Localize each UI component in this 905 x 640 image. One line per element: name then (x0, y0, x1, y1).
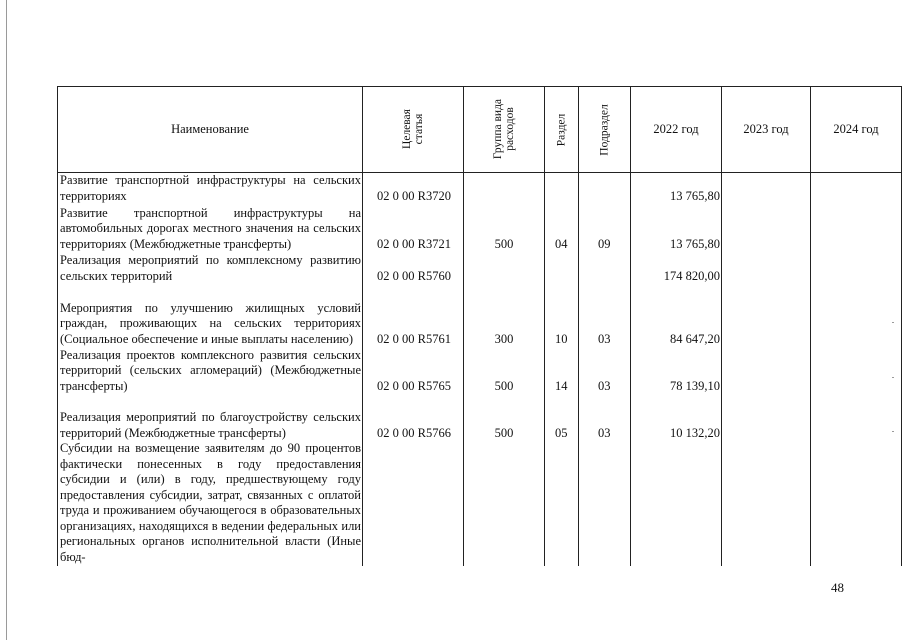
row-name: Развитие транспортной инфраструктуры на автомобильных дорогах местного значения на сельских территориях (Межбюджетные трансферты) (58, 204, 363, 252)
row-subsection: 03 (578, 347, 630, 394)
header-2023-label: 2023 год (743, 121, 789, 136)
row-code: 02 0 00 R5765 (363, 347, 464, 394)
header-target (363, 87, 464, 173)
row-name: Субсидии на возмещение заявителям до 90 процентов фактически понесенных в году предоставления субсидии и (или) в году, предшествующему году предоставления субсидии, затрат, связанных с оплатой труда и проживанием обучающегося в образовательных организациях, находящихся в ведении федеральных или региональных органов исполнительной власти (Иные бюд- (58, 441, 363, 566)
table-row (58, 204, 902, 252)
row-value-2022: 13 765,80 (631, 204, 722, 252)
row-group (464, 252, 545, 284)
table-row (58, 173, 902, 205)
row-value-2023 (722, 441, 811, 566)
row-value-2023 (722, 173, 811, 205)
table-header-row (58, 87, 902, 173)
row-code: 02 0 00 R5761 (363, 284, 464, 347)
row-value-2023 (722, 347, 811, 394)
row-group: 300 (464, 284, 545, 347)
row-value-2024 (811, 284, 902, 347)
row-value-2023 (722, 252, 811, 284)
row-value-2022: 13 765,80 (631, 173, 722, 205)
row-subsection: 03 (578, 284, 630, 347)
header-target-label: Целевая статья (401, 108, 425, 149)
header-2022 (631, 87, 722, 173)
row-value-2023 (722, 394, 811, 441)
row-section (545, 252, 579, 284)
header-group-label: Группа вида расходов (492, 98, 516, 159)
row-name: Мероприятия по улучшению жилищных условий граждан, проживающих на сельских территориях (Социальное обеспечение и иные выплаты населению) (58, 284, 363, 347)
row-value-2022 (631, 441, 722, 566)
header-subsection (578, 87, 630, 173)
row-code: 02 0 00 R5766 (363, 394, 464, 441)
header-group (464, 87, 545, 173)
row-value-2024 (811, 347, 902, 394)
row-value-2022: 78 139,10 (631, 347, 722, 394)
row-code: 02 0 00 R5760 (363, 252, 464, 284)
row-section: 14 (545, 347, 579, 394)
header-name (58, 87, 363, 173)
row-value-2024 (811, 394, 902, 441)
header-2024-label: 2024 год (833, 121, 879, 136)
row-section (545, 441, 579, 566)
row-subsection (578, 252, 630, 284)
page-edge-line (6, 0, 7, 640)
row-name: Развитие транспортной инфраструктуры на сельских территориях (58, 173, 363, 205)
row-value-2022: 84 647,20 (631, 284, 722, 347)
row-value-2022: 10 132,20 (631, 394, 722, 441)
row-section: 10 (545, 284, 579, 347)
header-subsection-label: Подраздел (598, 104, 611, 156)
row-value-2023 (722, 204, 811, 252)
header-section (545, 87, 579, 173)
row-subsection (578, 173, 630, 205)
row-code: 02 0 00 R3721 (363, 204, 464, 252)
row-subsection (578, 441, 630, 566)
table-row (58, 441, 902, 566)
row-group (464, 173, 545, 205)
row-name: Реализация мероприятий по благоустройству сельских территорий (Межбюджетные трансферты) (58, 394, 363, 441)
header-2023 (722, 87, 811, 173)
table-row (58, 284, 902, 347)
row-code (363, 441, 464, 566)
row-value-2024 (811, 252, 902, 284)
row-value-2024 (811, 173, 902, 205)
row-subsection: 03 (578, 394, 630, 441)
row-subsection: 09 (578, 204, 630, 252)
row-name: Реализация проектов комплексного развития сельских территорий (сельских агломераций) (Межбюджетные трансферты) (58, 347, 363, 394)
page-number: 48 (831, 580, 844, 595)
row-section: 04 (545, 204, 579, 252)
row-value-2022: 174 820,00 (631, 252, 722, 284)
row-name: Реализация мероприятий по комплексному развитию сельских территорий (58, 252, 363, 284)
row-value-2024 (811, 441, 902, 566)
row-value-2024 (811, 204, 902, 252)
row-group: 500 (464, 394, 545, 441)
row-code: 02 0 00 R3720 (363, 173, 464, 205)
row-value-2023 (722, 284, 811, 347)
table-row (58, 394, 902, 441)
row-group: 500 (464, 347, 545, 394)
budget-table (57, 86, 902, 566)
table-row (58, 252, 902, 284)
row-group: 500 (464, 204, 545, 252)
row-section: 05 (545, 394, 579, 441)
table-row (58, 347, 902, 394)
row-section (545, 173, 579, 205)
header-section-label: Раздел (555, 113, 568, 147)
header-2022-label: 2022 год (653, 121, 699, 136)
header-2024 (811, 87, 902, 173)
header-name-label: Наименование (171, 121, 249, 136)
row-group (464, 441, 545, 566)
